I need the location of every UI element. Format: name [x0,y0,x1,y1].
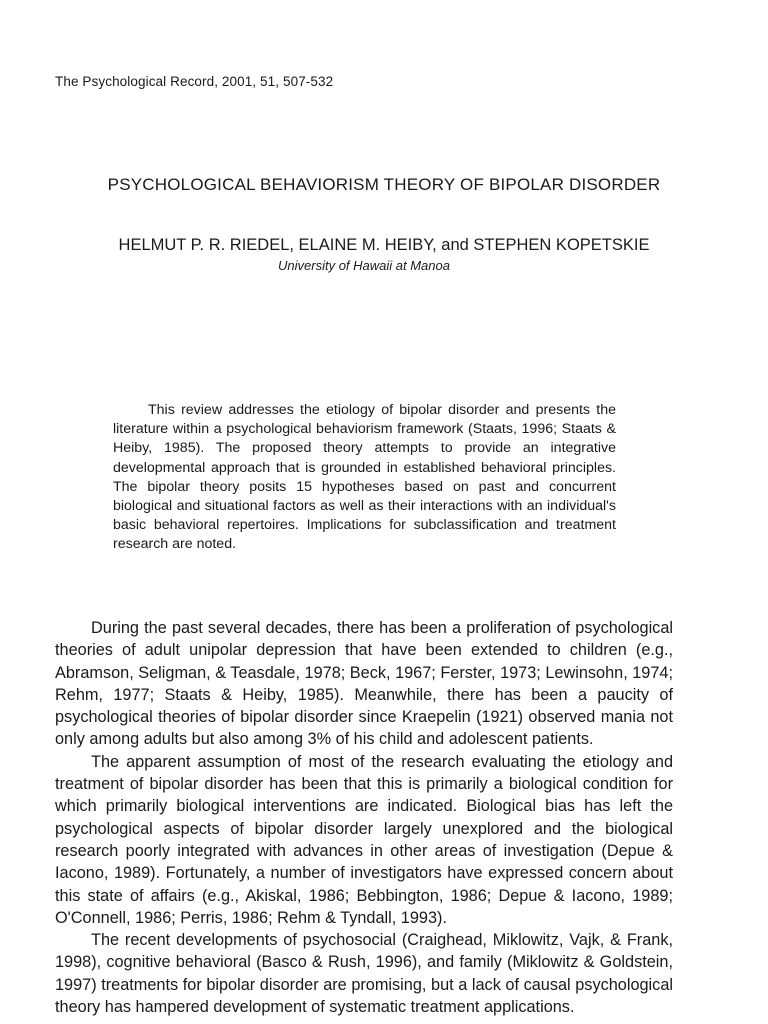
article-authors: HELMUT P. R. RIEDEL, ELAINE M. HEIBY, and STEPHEN KOPETSKIE [118,236,650,254]
abstract: This review addresses the etiology of bipolar disorder and presents the literature within a psychological behaviorism framework (Staats, 1996; Staats & Heiby, 1985). The proposed theory attempts to provide an integrative developmental approach that is grounded in established behavioral principles. The bipolar theory posits 15 hypotheses based on past and concurrent biological and situational factors as well as their interactions with an individual's basic behavioral repertoires. Implications for subclassification and treatment research are noted. [113,402,616,553]
body-paragraph: The recent developments of psychosocial (Craighead, Miklowitz, Vajk, & Frank, 1998), cognitive behavioral (Basco & Rush, 1996), and family (Miklowitz & Goldstein, 1997) treatments for bipolar disorder are promising, but a lack of causal psychological theory has hampered development of systematic treatment applications. [55,931,673,1017]
journal-citation: The Psychological Record, 2001, 51, 507-532 [55,74,334,89]
author-affiliation: University of Hawaii at Manoa [278,258,450,273]
body-text [55,617,673,1018]
article-title: PSYCHOLOGICAL BEHAVIORISM THEORY OF BIPOLAR DISORDER [107,175,661,194]
body-paragraph: During the past several decades, there has been a proliferation of psychological theories of adult unipolar depression that have been extended to children (e.g., Abramson, Seligman, & Teasdale, 1978; Beck, 1967; Ferster, 1973; Lewinsohn, 1974; Rehm, 1977; Staats & Heiby, 1985). Meanwhile, there has been a paucity of psychological theories of bipolar disorder since Kraepelin (1921) observed mania not only among adults but also among 3% of his child and adolescent patients. [55,619,673,749]
body-paragraph: The apparent assumption of most of the research evaluating the etiology and treatment of bipolar disorder has been that this is primarily a biological condition for which primarily biological interventions are indicated. Biological bias has left the psychological aspects of bipolar disorder largely unexplored and the biological research poorly integrated with advances in other areas of investigation (Depue & Iacono, 1989). Fortunately, a number of investigators have expressed concern about this state of affairs (e.g., Akiskal, 1986; Bebbington, 1986; Depue & Iacono, 1989; O'Connell, 1986; Perris, 1986; Rehm & Tyndall, 1993). [55,752,673,927]
